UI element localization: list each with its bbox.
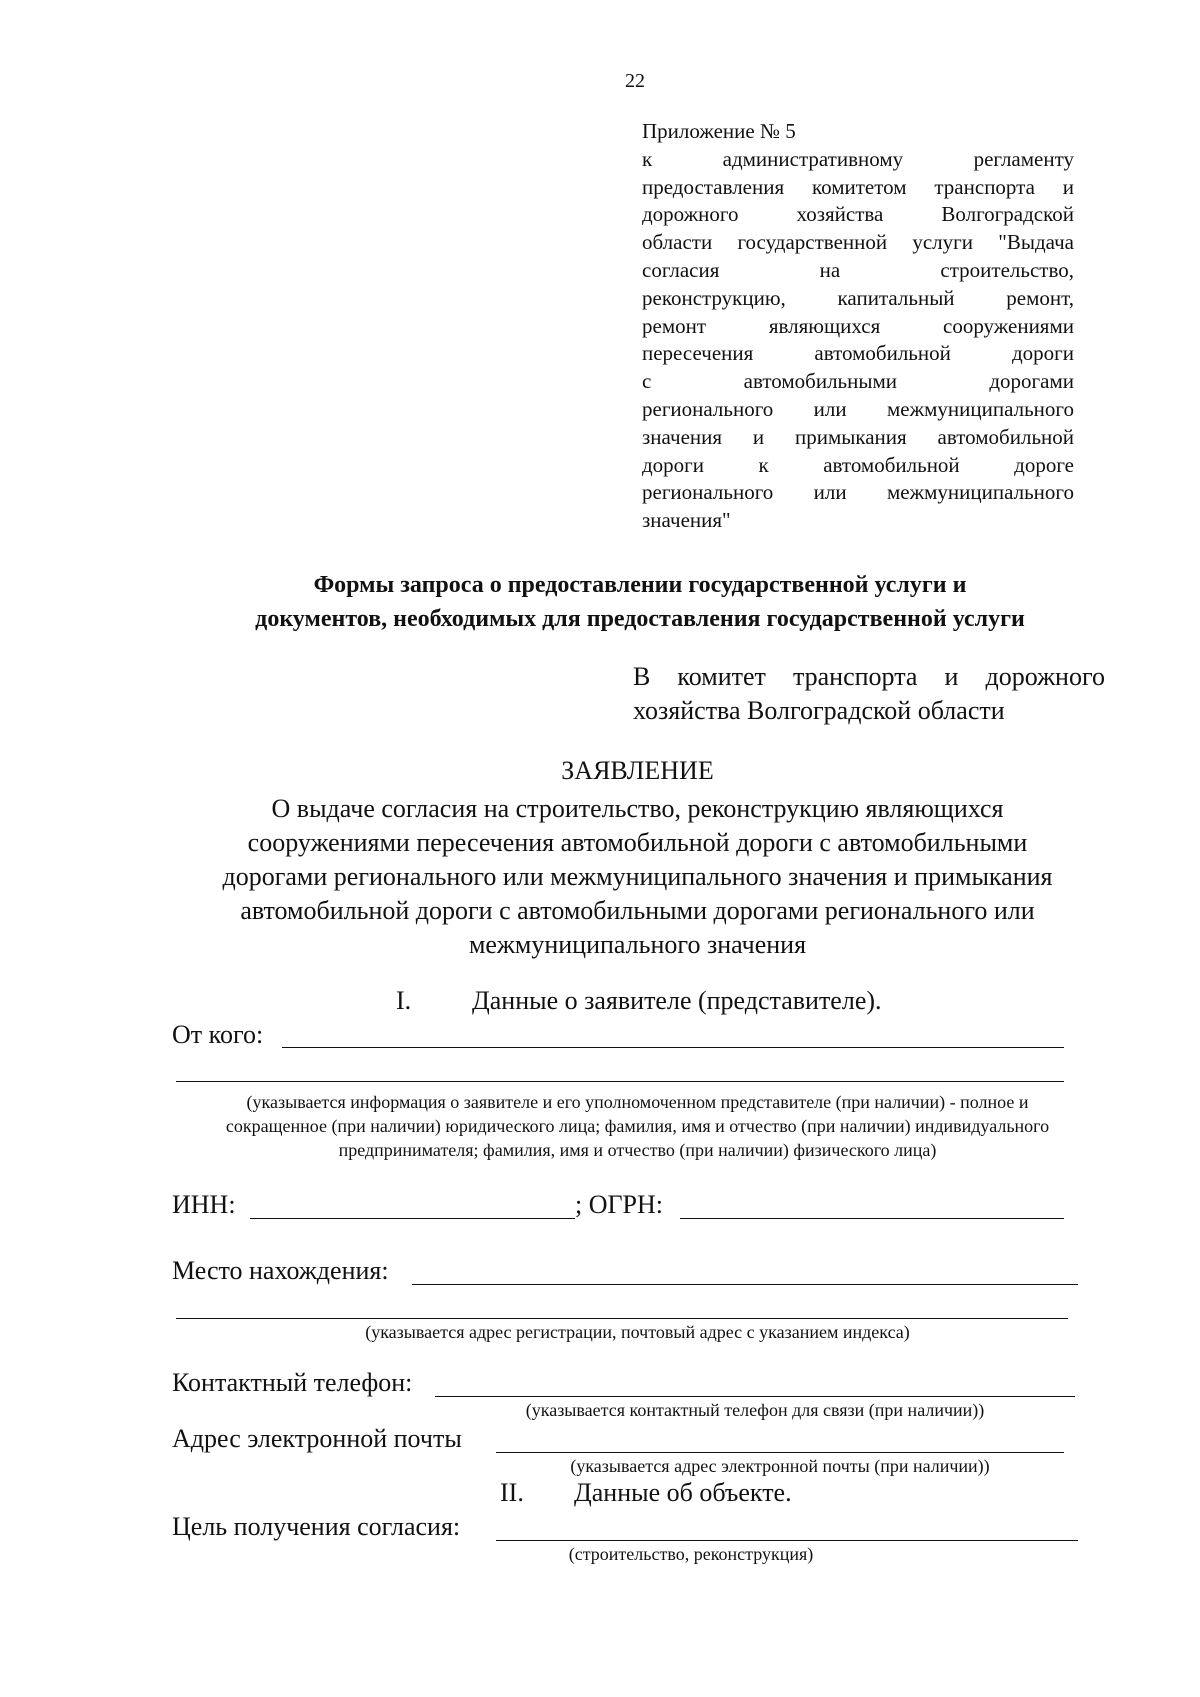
annex-line: согласия на строительство, (642, 257, 1074, 282)
email-field[interactable] (496, 1452, 1064, 1453)
statement-subject (170, 792, 1105, 962)
statement-line: межмуниципального значения (468, 930, 807, 959)
from-field-line2[interactable] (176, 1081, 1064, 1082)
statement-line: О выдаче согласия на строительство, реконструкцию являющихся (271, 794, 1004, 823)
email-label: Адрес электронной почты (172, 1424, 462, 1453)
addressee-line: хозяйства Волгоградской области (633, 696, 1005, 725)
email-hint: (указывается адрес электронной почты (при наличии)) (570, 1456, 990, 1476)
annex-line: с автомобильными дорогами (642, 369, 1074, 394)
phone-field[interactable] (435, 1396, 1075, 1397)
statement-line: автомобильной дороги с автомобильными дорогами регионального или (240, 896, 1035, 925)
annex-line: дороги к автомобильной дороге (642, 452, 1074, 477)
location-field-line2[interactable] (176, 1318, 1068, 1319)
inn-label: ИНН: (172, 1190, 236, 1219)
annex-block (642, 118, 1074, 535)
addressee (633, 660, 1105, 728)
annex-text (642, 146, 1074, 535)
annex-line: ремонт являющихся сооружениями (642, 313, 1074, 338)
location-field-line1[interactable] (412, 1284, 1078, 1285)
from-label: От кого: (172, 1020, 264, 1049)
ogrn-field[interactable] (680, 1218, 1064, 1219)
statement-line: дорогами регионального или межмуниципального значения и примыкания (222, 862, 1053, 891)
phone-label: Контактный телефон: (172, 1368, 413, 1397)
section1-title: Данные о заявителе (представителе). (472, 986, 882, 1015)
annex-line: области государственной услуги "Выдача (642, 230, 1074, 255)
statement-line: сооружениями пересечения автомобильной дороги с автомобильными (247, 828, 1028, 857)
from-hint-line: предпринимателя; фамилия, имя и отчество (при наличии) физического лица) (338, 1140, 937, 1160)
statement-title: ЗАЯВЛЕНИЕ (561, 756, 714, 785)
annex-line: реконструкцию, капитальный ремонт, (642, 285, 1074, 310)
from-field-line1[interactable] (282, 1047, 1064, 1048)
inn-field[interactable] (250, 1218, 575, 1219)
phone-hint: (указывается контактный телефон для связи (при наличии)) (525, 1400, 985, 1420)
annex-line: значения и примыкания автомобильной (642, 424, 1074, 449)
section1-number: I. (396, 986, 412, 1015)
annex-line: к административному регламенту (642, 146, 1074, 171)
heading-line: Формы запроса о предоставлении государственной услуги и (313, 572, 967, 598)
purpose-hint: (строительство, реконструкция) (568, 1544, 814, 1564)
ogrn-label: ; ОГРН: (575, 1190, 663, 1219)
location-hint: (указывается адрес регистрации, почтовый адрес с указанием индекса) (365, 1322, 910, 1342)
annex-line: регионального или межмуниципального (642, 396, 1074, 421)
annex-line: дорожного хозяйства Волгоградской (642, 202, 1074, 227)
annex-line: предоставления комитетом транспорта и (642, 174, 1074, 199)
from-hint (150, 1090, 1125, 1162)
page-number: 22 (625, 70, 645, 92)
forms-heading (150, 568, 1130, 636)
section2-number: II. (500, 1478, 524, 1507)
annex-line: значения" (642, 508, 731, 533)
purpose-field[interactable] (496, 1540, 1078, 1541)
section2-title: Данные об объекте. (574, 1478, 792, 1507)
annex-title: Приложение № 5 (642, 119, 796, 143)
from-hint-line: сокращенное (при наличии) юридического лица; фамилия, имя и отчество (при наличии) индивидуального (225, 1116, 1050, 1136)
annex-line: регионального или межмуниципального (642, 480, 1074, 505)
location-label: Место нахождения: (172, 1256, 389, 1285)
heading-line: документов, необходимых для предоставления государственной услуги (255, 606, 1025, 632)
annex-line: пересечения автомобильной дороги (642, 341, 1074, 366)
purpose-label: Цель получения согласия: (172, 1512, 461, 1541)
addressee-line: В комитет транспорта и дорожного (633, 662, 1105, 691)
from-hint-line: (указывается информация о заявителе и его уполномоченном представителе (при наличии) - полное и (246, 1092, 1029, 1112)
